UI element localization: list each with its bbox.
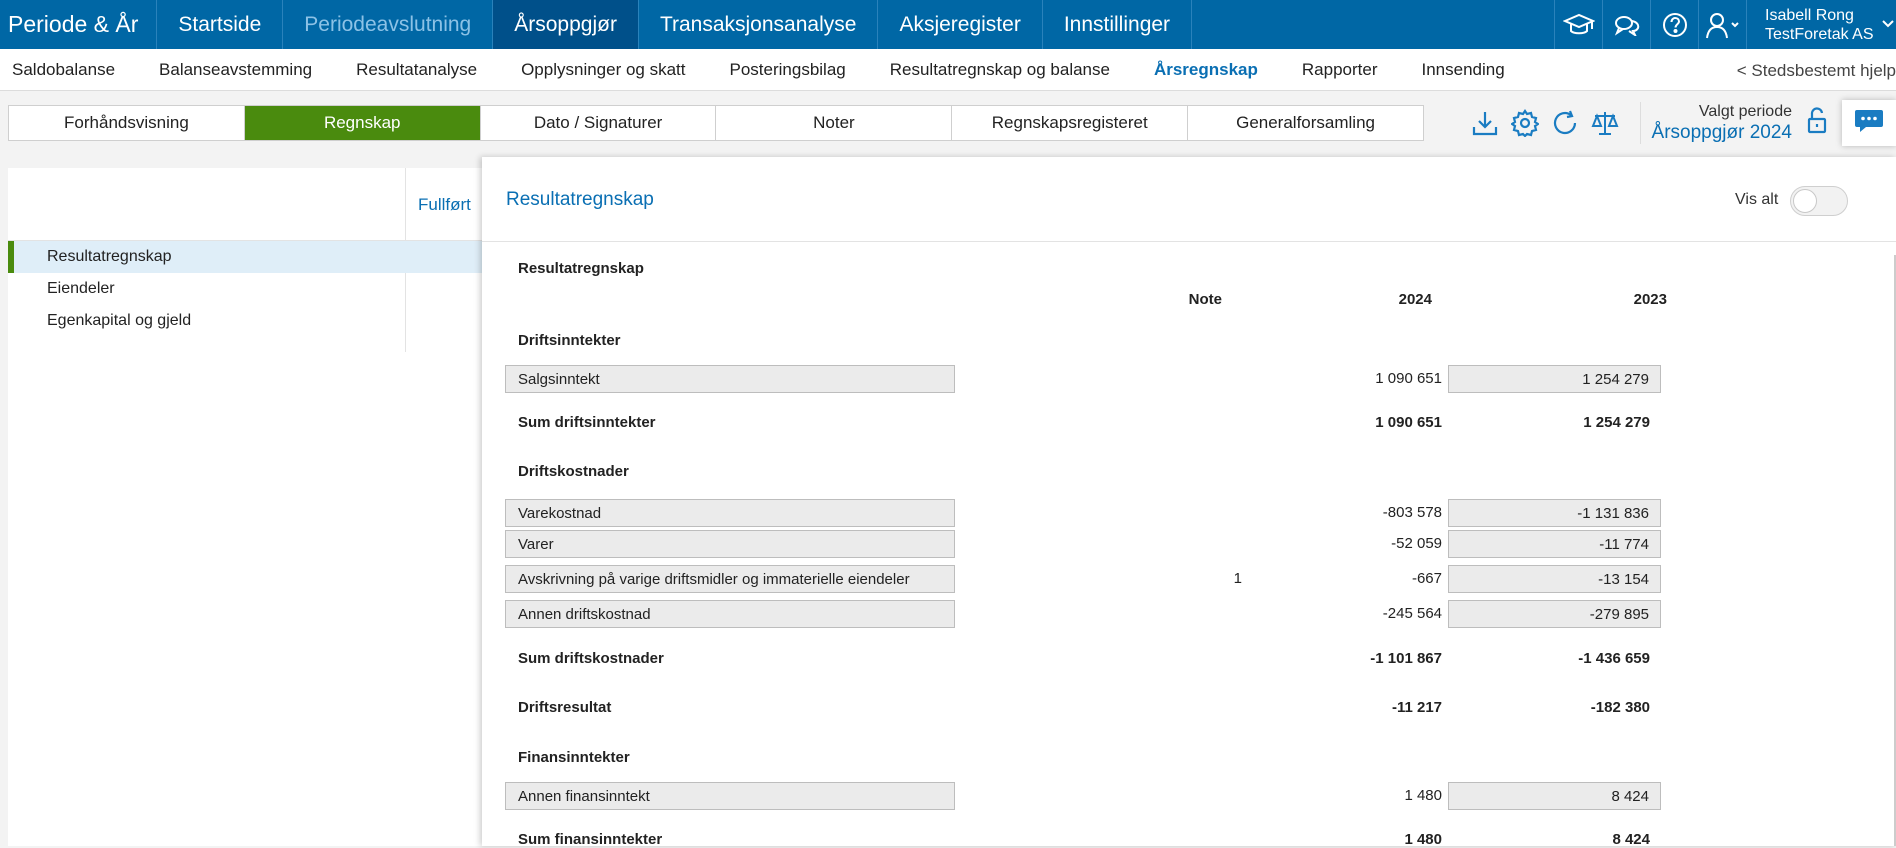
value-2023-avskrivning[interactable]: -13 154 bbox=[1448, 565, 1661, 593]
label-sum-driftsinntekter: Sum driftsinntekter bbox=[518, 414, 656, 431]
toggle-knob bbox=[1793, 189, 1817, 213]
nav-periodeavslutning[interactable]: Periodeavslutning bbox=[283, 0, 493, 49]
nav-transaksjonsanalyse[interactable]: Transaksjonsanalyse bbox=[639, 0, 879, 49]
value-2023-sum-finansinntekter: 8 424 bbox=[1612, 831, 1650, 848]
subnav-innsending[interactable]: Innsending bbox=[1421, 59, 1505, 79]
column-header-note: Note bbox=[1188, 291, 1222, 308]
row-label-avskrivning: Avskrivning på varige driftsmidler og immaterielle eiendeler bbox=[505, 565, 955, 593]
label-sum-driftskostnader: Sum driftskostnader bbox=[518, 650, 664, 667]
left-panel-header bbox=[8, 168, 482, 241]
toolbar-icons bbox=[1470, 106, 1620, 140]
sub-navigation bbox=[0, 49, 1896, 91]
column-header-2024: 2024 bbox=[1398, 291, 1432, 308]
period-value: Årsoppgjør 2024 bbox=[1651, 122, 1792, 143]
context-help-link[interactable]: < Stedsbestemt hjelp bbox=[1736, 61, 1896, 80]
nav-arsoppgjor[interactable]: Årsoppgjør bbox=[493, 0, 639, 49]
subnav-rapporter[interactable]: Rapporter bbox=[1301, 59, 1378, 79]
tab-noter[interactable]: Noter bbox=[716, 106, 952, 140]
panel-title: Resultatregnskap bbox=[506, 189, 654, 210]
value-2024-avskrivning: -667 bbox=[1411, 570, 1442, 587]
label-driftsresultat: Driftsresultat bbox=[518, 699, 612, 716]
value-2023-annen-finansinntekt[interactable]: 8 424 bbox=[1448, 782, 1661, 810]
nav-aksjeregister[interactable]: Aksjeregister bbox=[878, 0, 1042, 49]
value-2023-varer[interactable]: -11 774 bbox=[1448, 530, 1661, 558]
download-icon[interactable] bbox=[1470, 106, 1500, 140]
chevron-down-icon bbox=[1882, 14, 1894, 33]
value-2024-varer: -52 059 bbox=[1391, 535, 1442, 552]
vis-alt-label: Vis alt bbox=[1735, 191, 1779, 208]
label-sum-finansinntekter: Sum finansinntekter bbox=[518, 831, 663, 848]
company-name: TestForetak AS bbox=[1765, 25, 1874, 43]
row-label-annen-driftskostnad: Annen driftskostnad bbox=[505, 600, 955, 628]
nav-startside[interactable]: Startside bbox=[157, 0, 283, 49]
value-2023-annen-driftskostnad[interactable]: -279 895 bbox=[1448, 600, 1661, 628]
value-2023-varekostnad[interactable]: -1 131 836 bbox=[1448, 499, 1661, 527]
left-item-egenkapital-og-gjeld[interactable]: Egenkapital og gjeld bbox=[47, 312, 192, 329]
vis-alt-toggle[interactable] bbox=[1790, 186, 1848, 216]
subnav-arsregnskap[interactable]: Årsregnskap bbox=[1153, 59, 1258, 79]
user-name: Isabell Rong bbox=[1765, 6, 1854, 24]
value-2024-varekostnad: -803 578 bbox=[1382, 504, 1442, 521]
value-2024-salgsinntekt: 1 090 651 bbox=[1375, 370, 1442, 387]
value-2023-sum-driftskostnader: -1 436 659 bbox=[1578, 650, 1650, 667]
value-2024-sum-finansinntekter: 1 480 bbox=[1404, 831, 1442, 848]
subnav-resultatanalyse[interactable]: Resultatanalyse bbox=[356, 59, 478, 79]
note-ref-avskrivning[interactable]: 1 bbox=[1233, 570, 1242, 587]
main-panel bbox=[482, 157, 1896, 846]
value-2024-annen-driftskostnad: -245 564 bbox=[1382, 605, 1442, 622]
value-2023-salgsinntekt[interactable]: 1 254 279 bbox=[1448, 365, 1661, 393]
row-label-varer: Varer bbox=[505, 530, 955, 558]
left-item-resultatregnskap[interactable]: Resultatregnskap bbox=[8, 241, 482, 273]
refresh-icon[interactable] bbox=[1550, 106, 1580, 140]
tab-regnskap[interactable]: Regnskap bbox=[245, 106, 481, 140]
tab-bar bbox=[8, 105, 1424, 141]
value-2023-sum-driftsinntekter: 1 254 279 bbox=[1583, 414, 1650, 431]
unlock-icon[interactable] bbox=[1803, 104, 1831, 136]
subnav-saldobalanse[interactable]: Saldobalanse bbox=[12, 59, 116, 79]
tab-dato-signaturer[interactable]: Dato / Signaturer bbox=[481, 106, 717, 140]
section-finansinntekter: Finansinntekter bbox=[518, 749, 630, 766]
value-2023-driftsresultat: -182 380 bbox=[1590, 699, 1650, 716]
top-navigation bbox=[0, 0, 1896, 49]
tab-forhandsvisning[interactable]: Forhåndsvisning bbox=[9, 106, 245, 140]
subnav-opplysninger-og-skatt[interactable]: Opplysninger og skatt bbox=[521, 59, 686, 79]
value-2024-sum-driftskostnader: -1 101 867 bbox=[1370, 650, 1442, 667]
tab-regnskapsregisteret[interactable]: Regnskapsregisteret bbox=[952, 106, 1188, 140]
app-title: Periode & År bbox=[0, 0, 157, 49]
chat-bubbles-icon[interactable] bbox=[1602, 0, 1650, 49]
row-label-salgsinntekt: Salgsinntekt bbox=[505, 365, 955, 393]
row-label-varekostnad: Varekostnad bbox=[505, 499, 955, 527]
comment-button[interactable] bbox=[1842, 100, 1896, 146]
section-driftskostnader: Driftskostnader bbox=[518, 463, 629, 480]
left-item-eiendeler[interactable]: Eiendeler bbox=[47, 280, 115, 297]
nav-spacer bbox=[1192, 0, 1554, 49]
fullfort-column-header: Fullført bbox=[418, 195, 471, 214]
scales-icon[interactable] bbox=[1590, 106, 1620, 140]
selected-period[interactable] bbox=[1640, 102, 1795, 144]
help-icon[interactable] bbox=[1650, 0, 1698, 49]
graduation-cap-icon[interactable] bbox=[1554, 0, 1602, 49]
nav-innstillinger[interactable]: Innstillinger bbox=[1043, 0, 1192, 49]
row-label-annen-finansinntekt: Annen finansinntekt bbox=[505, 782, 955, 810]
value-2024-sum-driftsinntekter: 1 090 651 bbox=[1375, 414, 1442, 431]
main-panel-header bbox=[482, 157, 1896, 242]
left-navigation-panel bbox=[8, 168, 482, 846]
user-menu-icon[interactable] bbox=[1698, 0, 1746, 49]
value-2024-driftsresultat: -11 217 bbox=[1391, 699, 1442, 716]
section-driftsinntekter: Driftsinntekter bbox=[518, 332, 621, 349]
subnav-resultatregnskap-og-balanse[interactable]: Resultatregnskap og balanse bbox=[889, 59, 1110, 79]
period-label: Valgt periode bbox=[1698, 103, 1792, 120]
statement-title: Resultatregnskap bbox=[518, 260, 644, 277]
subnav-balanseavstemming[interactable]: Balanseavstemming bbox=[159, 59, 313, 79]
user-info[interactable] bbox=[1746, 0, 1896, 49]
value-2024-annen-finansinntekt: 1 480 bbox=[1404, 787, 1442, 804]
subnav-posteringsbilag[interactable]: Posteringsbilag bbox=[729, 59, 846, 79]
gear-icon[interactable] bbox=[1510, 106, 1540, 140]
comment-icon bbox=[1854, 108, 1884, 139]
tab-generalforsamling[interactable]: Generalforsamling bbox=[1236, 113, 1375, 132]
column-header-2023: 2023 bbox=[1633, 291, 1667, 308]
